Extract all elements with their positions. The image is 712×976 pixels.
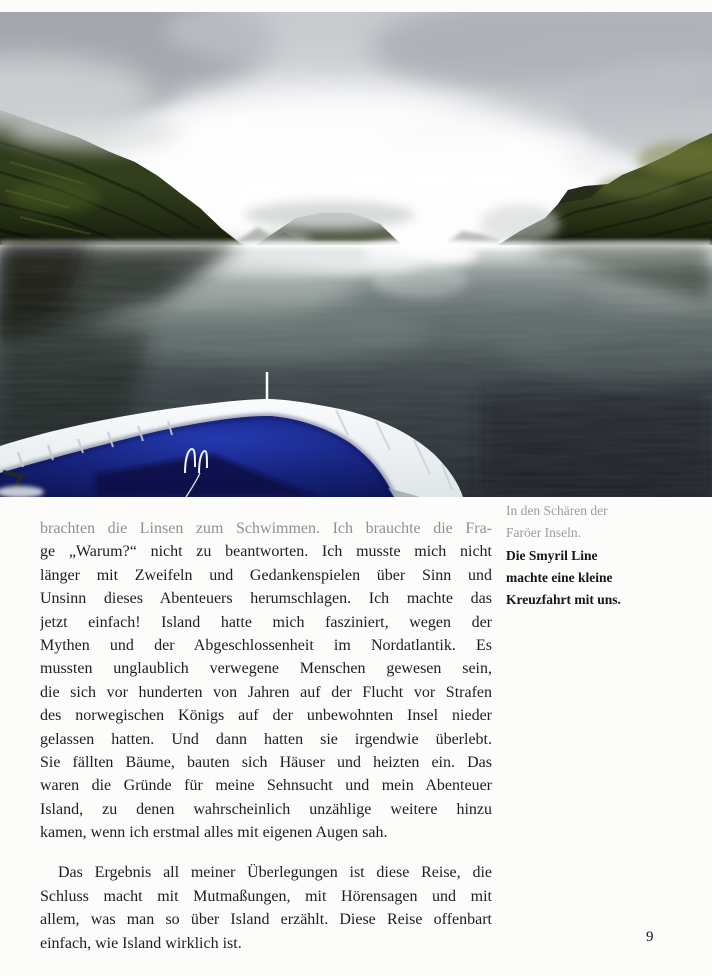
caption-line: In den Schären der bbox=[506, 503, 608, 518]
text-line: einfach, wie Island wirklich ist. bbox=[40, 934, 242, 952]
text-line: Island, zu denen wahrscheinlich unzählige weitere hinzu bbox=[40, 800, 492, 818]
text-line: gelassen hatten. Und dann hatten sie irgendwie überlebt. bbox=[40, 730, 492, 748]
text-line: des norwegischen Königs auf der unbewohnten Insel nieder bbox=[40, 707, 492, 725]
text-line: waren die Gründe für meine Sehnsucht und mein Abenteuer bbox=[40, 777, 492, 795]
photo-caption bbox=[506, 500, 656, 611]
caption-line: Faröer Inseln. bbox=[506, 525, 581, 541]
text-line: jetzt einfach! Island hatte mich fasziniert, wegen der bbox=[40, 613, 492, 631]
text-line: länger mit Zweifeln und Gedankenspielen über Sinn und bbox=[40, 566, 492, 584]
caption-line: Die Smyril Line bbox=[506, 547, 598, 563]
paragraph-2 bbox=[40, 861, 492, 955]
paragraph-1 bbox=[40, 517, 492, 844]
text-line: Sie fällten Bäume, bauten sich Häuser und heizten ein. Das bbox=[40, 753, 492, 771]
text-line: Das Ergebnis all meiner Überlegungen ist diese Reise, die bbox=[58, 864, 492, 882]
text-line: allem, was man so über Island erzählt. Diese Reise offenbart bbox=[40, 911, 492, 929]
caption-line: Kreuzfahrt mit uns. bbox=[506, 592, 621, 608]
text-line: die sich vor hunderten von Jahren auf der Flucht vor Strafen bbox=[40, 683, 492, 701]
text-line: Mythen und der Abgeschlossenheit im Nordatlantik. Es bbox=[40, 636, 492, 654]
fjord-photo-image bbox=[0, 12, 712, 497]
text-line: ge „Warum?“ nicht zu beantworten. Ich musste mich nicht bbox=[40, 543, 492, 561]
caption-line: machte eine kleine bbox=[506, 569, 613, 585]
main-text-column bbox=[40, 517, 492, 955]
fjord-photo bbox=[0, 12, 712, 497]
text-line: kamen, wenn ich erstmal alles mit eigenen Augen sah. bbox=[40, 824, 388, 842]
text-line: mussten unglaublich verwegene Menschen gewesen sein, bbox=[40, 660, 492, 678]
text-line: Unsinn dieses Abenteuers herumschlagen. Ich machte das bbox=[40, 590, 492, 608]
page-number: 9 bbox=[646, 929, 654, 945]
text-line: Schluss macht mit Mutmaßungen, mit Hörensagen und mit bbox=[40, 887, 492, 905]
text-line: brachten die Linsen zum Schwimmen. Ich brauchte die Fra- bbox=[40, 520, 492, 537]
